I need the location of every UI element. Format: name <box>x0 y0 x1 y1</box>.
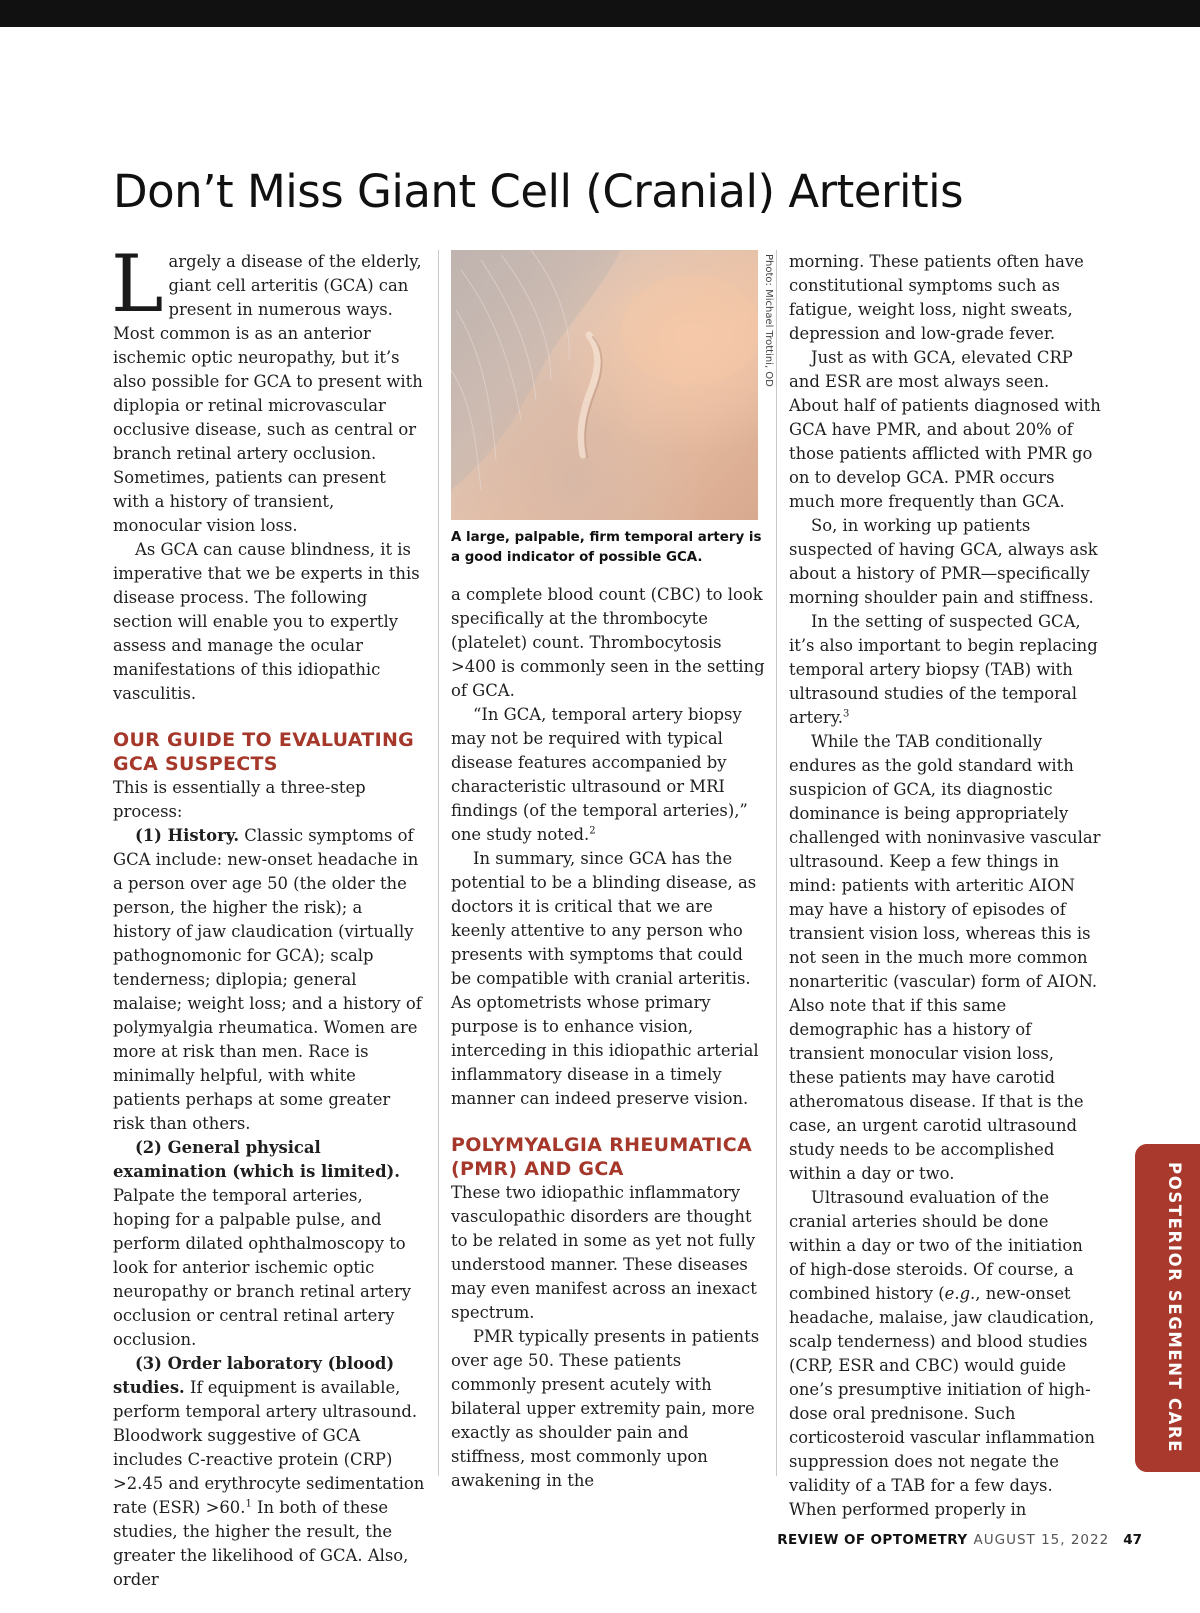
section-heading: OUR GUIDE TO EVALUATING GCA SUSPECTS <box>113 729 415 775</box>
section-heading: POLYMYALGIA RHEUMATICA (PMR) AND GCA <box>451 1134 752 1180</box>
drop-cap: L <box>111 238 164 330</box>
reference-marker: 2 <box>589 825 596 837</box>
step-text: If equipment is available, perform temporal artery ultrasound. Bloodwork suggestive of GCA includes C-reactive protein (CRP) >2.45 and erythrocyte sedimentation rate (ESR) >60. <box>113 1378 425 1517</box>
step-1-paragraph <box>113 824 425 1136</box>
paragraph: a complete blood count (CBC) to look specifically at the thrombocyte (platelet) count. Thrombocytosis >400 is commonly seen in the setting of GCA. <box>451 585 765 700</box>
issue-date: AUGUST 15, 2022 <box>973 1532 1110 1548</box>
paragraph: This is essentially a three-step process: <box>113 778 366 821</box>
intro-paragraph <box>111 238 425 538</box>
paragraph: While the TAB conditionally endures as the gold standard with suspicion of GCA, its diagnostic dominance is being appropriately challenged with noninvasive vascular ultrasound. Keep a few things in mind: patients with arteritic AION may have a history of episodes of transient vision loss, whereas this is not seen in the much more common nonarteritic (vascular) form of AION. Also note that if this same demographic has a history of transient monocular vision loss, these patients may have carotid atheromatous disease. If that is the case, an urgent carotid ultrasound study needs to be accomplished within a day or two. <box>789 732 1101 1183</box>
article-title: Don’t Miss Giant Cell (Cranial) Arteritis <box>113 165 964 218</box>
quote-paragraph <box>451 703 766 847</box>
paragraph: In summary, since GCA has the potential to be a blinding disease, as doctors it is critical that we are keenly attentive to any person who presents with symptoms that could be compatible with cranial arteritis. As optometrists whose primary purpose is to enhance vision, interceding in this idiopathic arterial inflammatory disease in a timely manner can indeed preserve vision. <box>451 849 759 1108</box>
intro-text: argely a disease of the elderly, giant cell arteritis (GCA) can present in numerous ways. Most common is as an anterior ischemic optic neuropathy, but it’s also possible for GCA to present with diplopia or retinal microvascular occlusive disease, such as central or branch retinal artery occlusion. Sometimes, patients can present with a history of transient, monocular vision loss. <box>113 252 423 535</box>
paragraph <box>789 610 1101 730</box>
step-label: (3) Order laboratory (blood) studies. <box>113 1354 395 1397</box>
page-footer <box>777 1532 1142 1548</box>
quote-text: “In GCA, temporal artery biopsy may not be required with typical disease features accompanied by characteristic ultrasound or MRI findings (of the temporal arteries),” one study noted. <box>451 705 748 844</box>
paragraph: As GCA can cause blindness, it is imperative that we be experts in this disease process. The following section will enable you to expertly assess and manage the ocular manifestations of this idiopathic vasculitis. <box>113 540 420 703</box>
step-label: (1) History. <box>135 826 240 845</box>
paragraph-text: In the setting of suspected GCA, it’s also important to begin replacing temporal artery biopsy (TAB) with ultrasound studies of the temporal artery. <box>789 612 1098 727</box>
page-number: 47 <box>1123 1532 1142 1548</box>
column-divider <box>776 250 777 1476</box>
paragraph: morning. These patients often have constitutional symptoms such as fatigue, weight loss, night sweats, depression and low-grade fever. <box>789 252 1084 343</box>
photo-credit: Photo: Michael Trottini, OD <box>763 254 774 387</box>
section-side-tab-label: POSTERIOR SEGMENT CARE <box>1165 1162 1184 1454</box>
emphasis: e.g. <box>944 1284 976 1303</box>
publication-name: REVIEW OF OPTOMETRY <box>777 1532 968 1548</box>
top-bar <box>0 0 1200 27</box>
paragraph: Just as with GCA, elevated CRP and ESR are most always seen. About half of patients diagnosed with GCA have PMR, and about 20% of those patients afflicted with PMR go on to develop GCA. PMR occurs much more frequently than GCA. <box>789 348 1101 511</box>
step-2-paragraph <box>113 1136 425 1352</box>
reference-marker: 1 <box>245 1498 252 1510</box>
temporal-artery-photo-icon <box>451 250 758 520</box>
step-text: Classic symptoms of GCA include: new-onset headache in a person over age 50 (the older the person, the higher the risk); a history of jaw claudication (virtually pathognomonic for GCA); scalp tenderness; diplopia; general malaise; weight loss; and a history of polymyalgia rheumatica. Women are more at risk than men. Race is minimally helpful, with white patients perhaps at some greater risk than others. <box>113 826 422 1133</box>
paragraph: So, in working up patients suspected of having GCA, always ask about a history of PMR—specifically morning shoulder pain and stiffness. <box>789 516 1098 607</box>
paragraph: PMR typically presents in patients over age 50. These patients commonly present acutely with bilateral upper extremity pain, more exactly as shoulder pain and stiffness, most commonly upon awakening in the <box>451 1327 760 1490</box>
step-3-paragraph <box>113 1352 425 1592</box>
paragraph: These two idiopathic inflammatory vasculopathic disorders are thought to be related in some as yet not fully understood manner. These diseases may even manifest across an inexact spectrum. <box>451 1183 757 1322</box>
temporal-artery-photo <box>451 250 758 520</box>
paragraph <box>789 1186 1101 1522</box>
step-label: (2) General physical examination (which is limited). <box>113 1138 400 1181</box>
column-1 <box>111 238 425 1592</box>
paragraph-text: , new-onset headache, malaise, jaw claudication, scalp tenderness) and blood studies (CRP, ESR and CBC) would guide one’s presumptive initiation of high-dose oral prednisone. Such corticosteroid vascular inflammation suppression does not negate the validity of a TAB for a few days. When performed properly in <box>789 1284 1095 1519</box>
step-text: Palpate the temporal arteries, hoping for a palpable pulse, and perform dilated ophthalmoscopy to look for anterior ischemic optic neuropathy or branch retinal artery occlusion or central retinal artery occlusion. <box>113 1186 412 1349</box>
column-2 <box>451 583 766 1493</box>
step-text: In both of these studies, the higher the result, the greater the likelihood of GCA. Also, order <box>113 1498 409 1589</box>
photo-caption: A large, palpable, firm temporal artery is a good indicator of possible GCA. <box>451 530 762 565</box>
paragraph-text: Ultrasound evaluation of the cranial arteries should be done within a day or two of the initiation of high-dose steroids. Of course, a combined history ( <box>789 1188 1083 1303</box>
column-3 <box>789 250 1101 1522</box>
reference-marker: 3 <box>843 708 850 720</box>
column-divider <box>438 250 439 1476</box>
